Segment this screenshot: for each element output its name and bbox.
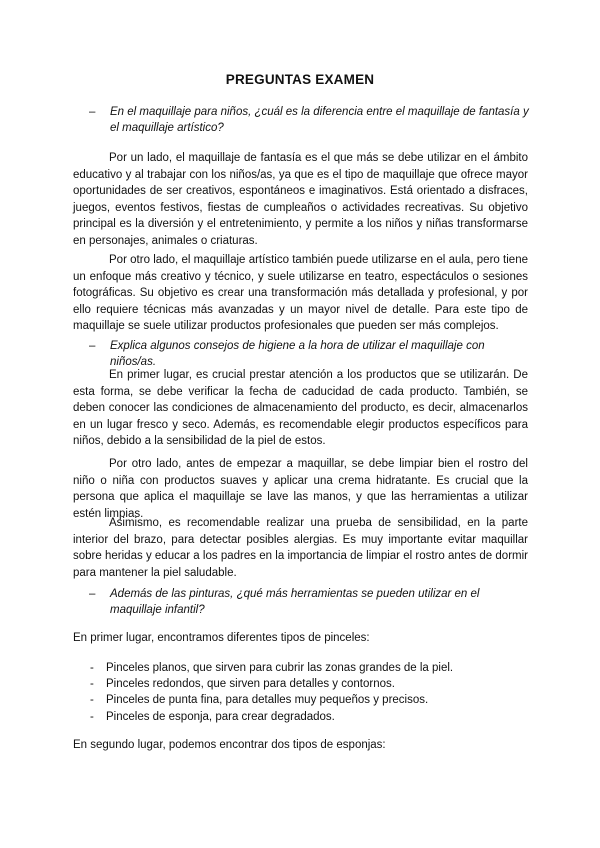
question-text: En el maquillaje para niños, ¿cuál es la diferencia entre el maquillaje de fantasía y el maquillaje artístico?: [110, 106, 529, 134]
paragraph-productos: En primer lugar, es crucial prestar atención a los productos que se utilizarán. De esta forma, se debe verificar la fecha de caducidad de cada producto. También, se deben conocer las condiciones de almacenamiento del producto, es decir, almacenarlos en un lugar fresco y seco. Además, es recomendable elegir productos específicos para niños, debido a la sensibilidad de la piel de estos.: [73, 369, 528, 447]
list-item: [90, 660, 520, 676]
paragraph-limpieza: Por otro lado, antes de empezar a maquillar, se debe limpiar bien el rostro del niño o niña con productos suaves y aplicar una crema hidratante. Es crucial que la persona que aplica el maquillaje se lave las manos, y que las herramientas a utilizar estén limpias.: [73, 458, 528, 520]
list-bullet: -: [90, 678, 94, 691]
list-bullet: -: [90, 694, 94, 707]
question-1: [90, 104, 530, 136]
list-item-text: Pinceles redondos, que sirven para detalles y contornos.: [106, 678, 395, 691]
list-bullet: -: [90, 710, 94, 723]
question-dash: –: [89, 106, 96, 118]
paragraph-fantasia: Por un lado, el maquillaje de fantasía es el que más se debe utilizar en el ámbito educativo y al trabajar con los niños/as, ya que es el tipo de maquillaje que ofrece mayor oportunidades de ser creativos, espontáneos e imaginativos. Está orientado a disfraces, juegos, eventos festivos, fiestas de cumpleaños o actividades recreativas. Su objetivo principal es la diversión y el entretenimiento, y permite a los niños y niñas transformarse en personajes, animales o criaturas.: [73, 152, 528, 247]
question-dash: –: [89, 340, 96, 352]
list-item: [90, 692, 520, 708]
question-text: Explica algunos consejos de higiene a la hora de utilizar el maquillaje con niños/as.: [110, 340, 485, 368]
page-title: PREGUNTAS EXAMEN: [225, 72, 375, 87]
intro-pinceles: En primer lugar, encontramos diferentes tipos de pinceles:: [73, 632, 370, 644]
list-item: [90, 709, 520, 725]
list-item: [90, 676, 520, 692]
paragraph-artistico: Por otro lado, el maquillaje artístico también puede utilizarse en el aula, pero tiene un enfoque más creativo y técnico, y suele utilizarse en teatro, espectáculos o sesiones fotográficas. Su objetivo es crear una transformación más detallada y profesional, y por ello requiere técnicas más avanzadas y un mayor nivel de detalle. Para este tipo de maquillaje se suele utilizar productos profesionales que pueden ser más complejos.: [73, 254, 528, 332]
list-item-text: Pinceles de punta fina, para detalles muy pequeños y precisos.: [106, 694, 429, 707]
question-text: Además de las pinturas, ¿qué más herramientas se pueden utilizar en el maquillaje infantil?: [110, 588, 480, 616]
question-2: [90, 338, 530, 370]
list-bullet: -: [90, 662, 94, 674]
question-3: [90, 586, 530, 618]
brush-list: [90, 660, 520, 725]
intro-esponjas: En segundo lugar, podemos encontrar dos tipos de esponjas:: [73, 739, 386, 751]
list-item-text: Pinceles de esponja, para crear degradados.: [106, 710, 335, 723]
question-dash: –: [89, 588, 96, 600]
paragraph-sensibilidad: Asimismo, es recomendable realizar una prueba de sensibilidad, en la parte interior del brazo, para detectar posibles alergias. Es muy importante evitar maquillar sobre heridas y educar a los padres en la importancia de limpiar el rostro antes de dormir para mantener la piel saludable.: [73, 517, 528, 579]
list-item-text: Pinceles planos, que sirven para cubrir las zonas grandes de la piel.: [106, 662, 454, 674]
